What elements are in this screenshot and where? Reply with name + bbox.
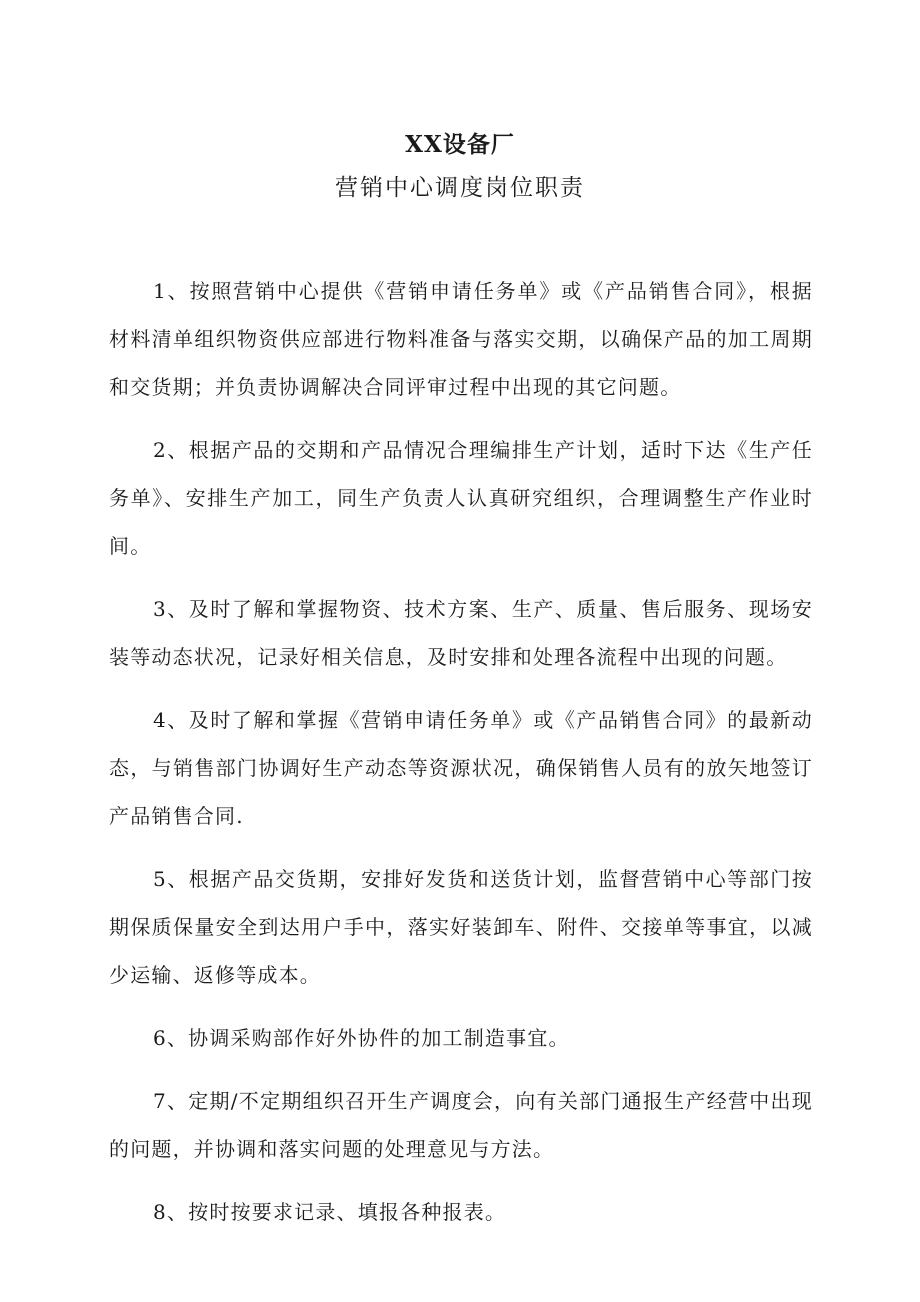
paragraph-6: 6、协调采购部作好外协件的加工制造事宜。 [153, 1026, 570, 1050]
paragraph-7: 7、定期/不定期组织召开生产调度会，向有关部门通报生产经营中出现的问题，并协调和落实问题的处理意见与方法。 [109, 1089, 813, 1161]
paragraph-3: 3、及时了解和掌握物资、技术方案、生产、质量、售后服务、现场安装等动态状况，记录好相关信息，及时安排和处理各流程中出现的问题。 [109, 597, 813, 669]
paragraph-2: 2、根据产品的交期和产品情况合理编排生产计划，适时下达《生产任务单》、安排生产加工，同生产负责人认真研究组织，合理调整生产作业时间。 [109, 438, 813, 558]
organization-title: XX设备厂 [405, 131, 515, 158]
paragraph-4: 4、及时了解和掌握《营销申请任务单》或《产品销售合同》的最新动态，与销售部门协调好生产动态等资源状况，确保销售人员有的放矢地签订产品销售合同. [109, 708, 813, 828]
paragraph-1: 1、按照营销中心提供《营销申请任务单》或《产品销售合同》，根据材料清单组织物资供应部进行物料准备与落实交期，以确保产品的加工周期和交货期；并负责协调解决合同评审过程中出现的其它问题。 [109, 279, 813, 399]
paragraph-5: 5、根据产品交货期，安排好发货和送货计划，监督营销中心等部门按期保质保量安全到达用户手中，落实好装卸车、附件、交接单等事宜，以减少运输、返修等成本。 [109, 867, 813, 987]
document-body [109, 267, 813, 1251]
document-title: 营销中心调度岗位职责 [335, 175, 585, 201]
paragraph-8: 8、按时按要求记录、填报各种报表。 [153, 1200, 507, 1224]
